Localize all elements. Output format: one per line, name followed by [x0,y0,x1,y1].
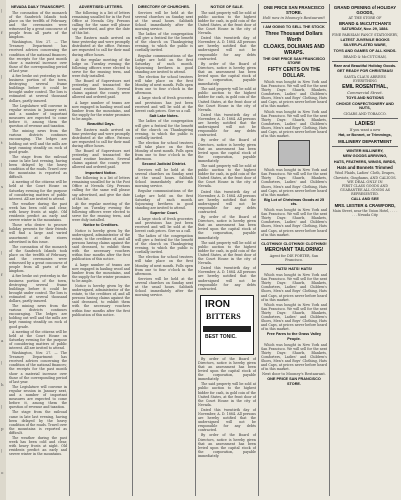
ad-line: SANTA CLAUS ARRIVES EVERYTHING [344,74,386,83]
ad-line: CLOTHING! CLOTHING! CLOTHING! [261,241,327,246]
bitters-black-band [203,326,251,332]
ad-body: Which was bought in New York and San Francisco. We will sell for the next Thirty Days: Shawls, Blankets, Comforters, Ladies' and Children's Shoes, Men's and Boys' Clothing, Hats and Caps, at prices never before heard of in this market. [261,302,327,332]
divider [332,146,398,147]
margin-letter: | [1,162,3,167]
article-paragraph: The Legislature will convene in regular session in January next, and a number of important measures are expected to come before it, among them the question of revenue and taxation. [9,103,67,129]
divider [261,22,327,23]
article-paragraph: Those who desire to procure holiday presents for their friends will find a large and varied assortment at the stores advertised in this issue. [9,223,67,244]
article-paragraph: Dated this twentieth day of November, A. D. 1884. All persons are hereby notified that the undersigned will not be responsible for any debts contracted. [198,112,256,138]
article-paragraph: The Eastern mails arrived on time yesterday and were promptly distributed at the office. Patrons are requested to call for their mail during office hours. [72,127,130,148]
divider [332,61,398,62]
article-paragraph: The following is a list of letters remaining uncalled for in the Post Office at Nevada City. Persons calling for the same will please say advertised, and give the date of this list. [72,176,130,201]
subheading: Notice to Creditors. [83,223,119,228]
ad-line: SILVER-PLATED WARE, [343,43,387,48]
ad-line: WE DEAL ONLY IN [347,179,383,184]
iron-bitters-advertisement [200,295,254,355]
ad-body: Which was bought in New York and San Francisco. We will sell for the next Thirty Days: Shawls, Blankets, Comforters, Ladies' and Children's Shoes, Men's and Boys' Clothing, Hats and Caps, at prices never before heard of in this market. [261,168,327,197]
ad-line: BRAND & McCUTCHAN'S [338,21,392,27]
subheading: Second Judicial District. [141,162,187,167]
article-paragraph: Washington, Nov. 27. — The Treasury Department has received advices concerning the condition of the national finances; the receipts for the past month show a material increase over those of the corresponding period of last year. [9,40,67,73]
divider [261,264,327,265]
subheading: Superior Court. [150,210,178,215]
article-paragraph: By order of the Board of Directors, notice is hereby given that an assessment has been levied upon the capital stock of the corporation, payable immediately. [198,215,256,240]
store-subtitle: Holt now in Mooney's Restaurant! [262,16,326,20]
article-paragraph: The ladies of the congregation will give a festival for the benefit of the church on Thanksgiving evening, to which the public is cordially invited. [135,233,193,255]
article-paragraph: A fire broke out yesterday in the business portion of the town, destroying several frame buildings before it could be brought under control. The loss is estimated at several thousand dollars, partly insured. [9,274,67,303]
article-paragraph: A large number of teams are now engaged in hauling wood and lumber from the mountains, and the supply for the winter promises to be ample. [72,262,130,283]
ad-line: HATS! HATS! HATS! [275,267,313,272]
ad-line: Next door to Mooney's Restaurant. [262,372,326,377]
store-illustration [278,140,310,166]
ad-line: MRS. LESTER & CRAWFORD, [334,202,396,208]
subheading: Important Notice. [85,170,117,175]
article-paragraph: By order of the Board of Directors, notice is hereby given that an assessment has been levied upon the capital stock of the corporation, payable immediately. [198,61,256,87]
ad-line: CLOAKS, DOLMANS AND WRAPS. [263,43,325,56]
margin-letter: p [1,426,4,431]
article-paragraph: Dated this twentieth day of November, A. D. 1884. All persons are hereby notified that the undersigned will not be responsible for any debts contracted. [198,407,256,433]
subheading: Salt Lake Notes. [149,113,179,118]
ad-line: MILLINERY DEPARTMENT [338,138,392,144]
margin-letter: e [1,96,4,101]
margin-letter: s [1,184,4,189]
article-paragraph: A meeting of the citizens will be held at the Court House on Saturday evening for the purpose of considering matters of public interest. All are invited to attend. [9,329,67,350]
article-paragraph: Dated this twentieth day of November, A. D. 1884. All persons are hereby notified that the undersigned will not be responsible for any debts contracted. [198,36,256,61]
margin-letter: t [1,294,3,299]
ad-line: LADIES! [355,121,375,127]
bitters-word-iron: IRON [205,298,230,310]
ad-line: FINE PARISIAN FANCY STATIONERY, [332,32,398,37]
ad-line: Three Thousand Dollars Worth [265,30,323,43]
column-3-heading: DIRECTORY OF CHURCHES. [137,5,191,9]
article-paragraph: The ladies of the congregation will give a festival for the benefit of the church on Thanksgiving evening, to which the public is cordially invited. [135,119,193,140]
ad-line: ONE PRICE SAN FRANCISCO STORE. [267,377,321,386]
column-5-store-advertisement [261,4,327,496]
margin-letter: | [1,74,3,79]
ad-line: NEW GOODS ARRIVING, [342,154,388,159]
margin-letter: h [1,382,4,387]
margin-letter: f [1,272,3,277]
article-paragraph: The said property will be sold at public auction to the highest bidder for cash, in gold coin of the United States, at the front door of the Court House in the city of Nevada. [198,382,256,407]
article-paragraph: The election for school trustees will take place on the first Monday of next month. Polls open from one to four o'clock in the afternoon. [135,75,193,96]
ad-line: Hat, or Bonnet, or Trimmings, [338,133,392,138]
margin-letter: o [1,470,4,475]
article-paragraph: By order of the Board of Directors, notice is hereby given that an assessment has been levied upon the capital stock of the corporation, payable immediately. [198,356,256,382]
article-paragraph: At the regular meeting of the lodge on Tuesday evening the following officers were elected to serve for the ensuing term, and were duly installed. [72,57,130,78]
ad-line: THE ONE PRICE SAN FRANCISCO STORE [262,56,326,66]
ad-line: FIRST CLASS GOODS AND GUARANTEE ALL GOODS AS REPRESENTED. [340,183,390,196]
ad-line: Agent for DIE PORTER, San Francisco. [269,254,319,263]
article-paragraph: At the regular meeting of the lodge on Tuesday evening the following officers were elected to serve for the ensuing term, and were duly installed. [72,201,130,223]
ad-body: Which was bought in New York and San Francisco. We will sell for the next Thirty Days: Shawls, Blankets, Comforters, Ladies' and Children's Shoes, Men's and Boys' Clothing, Hats and Caps, at prices never before heard of in this market. [261,273,327,302]
article-paragraph: Dated this twentieth day of November, A. D. 1884. All persons are hereby notified that the undersigned will not be responsible for any debts contracted. [198,266,256,291]
article-paragraph: The coronation of the monarch of the Sandwich Islands took place on the twelfth of February, and the ceremonies were witnessed by a great concourse of people from all parts of the kingdom. [9,10,67,40]
margin-letter: | [1,316,3,321]
article-paragraph: Washington, Nov. 27. — The Treasury Department has received advices concerning the condition of the national finances; the receipts for the past month show a material increase over those of the corresponding period of last year. [9,351,67,384]
column-1-heading: NEVADA DAILY TRANSCRIPT. [11,5,65,9]
ad-line: FIFTY CENTS ON THE DOLLAR. [267,66,321,79]
ad-line: LATEST JUVENILE BOOKS [340,37,390,42]
bitters-word-bitters: BITTERS [206,311,241,321]
ad-line: CALL AND SEE [351,197,379,202]
article-paragraph: The said property will be sold at public auction to the highest bidder for cash, in gold coin of the United States, at the front door of the Court House in the city of Nevada. [198,10,256,36]
article-paragraph: The Eastern mails arrived on time yesterday and were promptly distributed at the office. Patrons are requested to call for their mail during office hours. [72,36,130,57]
article-paragraph: Services will be held at the several churches on Sunday next at the usual hours. Sabbath School immediately after the morning service. [135,276,193,298]
article-paragraph: A meeting of the citizens will be held at the Court House on Saturday evening for the purpose of considering matters of public interest. All are invited to attend. [9,180,67,201]
margin-letter: d [1,228,4,233]
ad-line: Commercial Street. [347,91,383,96]
article-paragraph: Services will be held at the several churches on Sunday next at the usual hours. Sabbath School immediately after the morning service. [135,167,193,189]
column-2 [72,4,130,496]
article-paragraph: The Board of Supervisors met yesterday and transacted the usual routine business. Several claims against the county were allowed and ordered paid. [72,149,130,170]
margin-letter: | [1,404,3,409]
article-paragraph: Regular communications of the Lodge are held on the first Saturday of each month. Sojourning brethren in good standing are invited to attend. [135,189,193,210]
ad-line: HATS, FEATHERS, WINGS, BIRDS, [333,159,397,164]
article-paragraph: The coronation of the monarch of the Sandwich Islands took place on the twelfth of February, and the ceremonies were witnessed by a great concourse of people from all parts of the kingdom. [9,244,67,274]
ad-body: Which was bought in New York and San Francisco. We will sell for the next Thirty Days: Shawls, Blankets, Comforters, Ladies' and Children's Shoes, Men's and Boys' Clothing, Hats and Caps, at prices never before heard of in this market. [261,342,327,372]
article-paragraph: The said property will be sold at public auction to the highest bidder for cash, in gold coin of the United States, at the front door of the Court House in the city of Nevada. [198,163,256,189]
divider [332,118,398,119]
article-paragraph: The election for school trustees will take place on the first Monday of next month. Polls open from one to four o'clock in the afternoon. [135,255,193,276]
ad-line: I AM GOING TO SELL THE STOCK [263,25,325,30]
ad-line: WINTER MILLINERY, [346,148,384,153]
column-rule [132,4,133,496]
article-paragraph: The ladies of the congregation will give a festival for the benefit of the church on Thanksgiving evening, to which the public is cordially invited. [135,32,193,53]
margin-letter: | [1,118,3,123]
column-rule [329,4,330,496]
column-rule [195,4,196,496]
article-paragraph: The stage from the railroad came in late last evening, having been delayed by the heavy condition of the roads. Travel over the mountains is reported as difficult. [9,410,67,435]
ad-line: Hats and Bonnets Trimmed [337,165,393,171]
divider [261,239,327,240]
article-paragraph: The stage from the railroad came in late last evening, having been delayed by the heavy condition of the roads. Travel over the mountains is reported as difficult. [9,154,67,180]
store-title: ONE PRICE SAN FRANCISCO STORE. [263,5,325,15]
article-paragraph: Regular communications of the Lodge are held on the first Saturday of each month. Sojourning brethren in good standing are invited to attend. [135,53,193,74]
article-paragraph: The said property will be sold at public auction to the highest bidder for cash, in gold coin of the United States, at the front door of the Court House in the city of Nevada. [198,240,256,266]
ad-line: AT THE STORE OF [348,16,382,20]
article-paragraph: A large stock of fresh groceries and provisions has just been received and will be sold at the lowest cash prices. Give us a call. [135,216,193,233]
ad-line: CHOICE CONFECTIONERY AND NUTS, [336,101,394,111]
margin-letter: | [1,448,3,453]
article-paragraph: The following is a list of letters remaining uncalled for in the Post Office at Nevada City. Persons calling for the same will please say advertised, and give the date of this list. [72,10,130,36]
ad-line: Rare and Beautiful Holiday Goods. [333,63,397,68]
margin-letter: | [1,8,3,13]
ad-line: GET READY FOR CHRISTMAS! [336,69,394,74]
column-1 [9,4,67,496]
article-paragraph: A large number of teams are now engaged in hauling wood and lumber from the mountains, and the supply for the winter promises to be ample. [72,100,130,121]
ad-body: Which was bought in New York and San Francisco. We will sell for the next Thirty Days: Shawls, Blankets, Comforters, Ladies' and Children's Shoes, Men's and Boys' Clothing, Hats and Caps, at prices never before heard of in this market. [261,208,327,237]
ad-line: EMIL ROSENTHAL, [342,84,388,91]
ad-line: Wool Plaids, Ladies' Cloth, Drapes, Cheviots, Ginghams, AND CALICOS. [333,171,397,180]
ad-line: Big Lot of Christmas Goods at 25 cts. [263,197,325,207]
ad-line: GRAND OPENING of HOLIDAY GOODS, [333,5,397,15]
margin-letter: o [1,206,4,211]
margin-letter: f [1,30,3,35]
ad-line: TOYS AND NOTIONS [346,96,384,101]
ad-line: Free Fares to the Grass Valley People. [266,332,322,341]
article-paragraph: The weather during the past week has been cold and clear, with heavy frosts at night. Old residents predict an early and severe winter in the mountains. [9,435,67,457]
article-paragraph: The election for school trustees will take place on the first Monday of next month. Polls open from one to four o'clock in the afternoon. [135,140,193,162]
subheading: Beautiful Days. [87,122,115,127]
article-paragraph: Notice is hereby given by the undersigned, administrator of the estate, to the creditors of, and all persons having claims against the said deceased, to exhibit them with the necessary vouchers within four months after the first publication of this notice. [72,284,130,317]
article-paragraph: The Legislature will convene in regular session in January next, and a number of important measures are expected to come before it, among them the question of revenue and taxation. [9,384,67,410]
article-paragraph: Services will be held at the several churches on Sunday next at the usual hours. Sabbath School immediately after the morning service. [135,10,193,31]
article-paragraph: By order of the Board of Directors, notice is hereby given that an assessment has been levied upon the capital stock of the corporation, payable immediately. [198,138,256,163]
column-4 [198,4,256,496]
article-paragraph: The weather during the past week has been cold and clear, with heavy frosts at night. Old residents predict an early and severe winter in the mountains. [9,201,67,223]
ad-line: CIGARS AND TOBACCO. [343,111,387,116]
article-paragraph: A large stock of fresh groceries and provisions has just been received and will be sold at the lowest cash prices. Give us a call. [135,96,193,113]
ad-line: Main Street, near the Union Hotel, . . . . . . . Nevada City. [332,208,398,217]
article-paragraph: The said property will be sold at public auction to the highest bidder for cash, in gold coin of the United States, at the front door of the Court House in the city of Nevada. [198,87,256,112]
margin-letter: a [1,338,4,343]
column-rule [258,4,259,496]
article-paragraph: Dated this twentieth day of November, A. D. 1884. All persons are hereby notified that the undersigned will not be responsible for any debts contracted. [198,189,256,214]
left-margin-strip [0,0,6,500]
margin-letter: | [1,360,3,365]
ad-body: Which was bought in New York and San Francisco. We will sell for the next Thirty Days: Shawls, Blankets, Comforters, Ladies' and Children's Shoes, Men's and Boys' Clothing, Hats and Caps, at prices never before heard of in this market. [261,79,327,109]
article-paragraph: The mining news from the various districts continues encouraging. The ledges are holding out well and the mills are kept running steadily on rock of good grade. [9,304,67,329]
column-4-heading: NOTICE OF SALE. [210,5,244,9]
bitters-tagline: BEST TONIC. [205,333,237,340]
ad-body: Which was bought in New York and San Francisco. We will sell for the next Thirty Days: Shawls, Blankets, Comforters, Ladies' and Children's Shoes, Men's and Boys' Clothing, Hats and Caps, at prices never before heard of in this market. [261,109,327,139]
margin-letter: | [1,250,3,255]
ad-line: SATURDAY, Nov. 29, 1884. [341,27,389,32]
margin-letter: t [1,52,3,57]
article-paragraph: The Board of Supervisors met yesterday and transacted the usual routine business. Several claims against the county were allowed and ordered paid. [72,79,130,100]
margin-letter: t [1,140,3,145]
column-6-advertisements [332,4,398,496]
article-paragraph: A fire broke out yesterday in the business portion of the town, destroying several frame buildings before it could be brought under control. The loss is estimated at several thousand dollars, partly insured. [9,74,67,103]
column-2-heading: ADVERTISED LETTERS. [79,5,123,9]
column-3 [135,4,193,496]
ad-line: If you want a new [349,128,381,132]
article-paragraph: The mining news from the various districts continues encouraging. The ledges are holding out well and the mills are kept running steadily on rock of good grade. [9,129,67,154]
ad-line: MERCHANT TAILORING! [264,247,324,254]
ad-line: TOYS AND GAMES OF ALL KINDS. [333,48,397,53]
column-rule [69,4,70,496]
ad-line: BRAND & McCUTCHAN, [343,54,387,59]
article-paragraph: Notice is hereby given by the undersigned, administrator of the estate, to the creditors of, and all persons having claims against the said deceased, to exhibit them with the necessary vouchers within four months after the first publication of this notice. [72,228,130,262]
article-paragraph: By order of the Board of Directors, notice is hereby given that an assessment has been levied upon the capital stock of the corporation, payable immediately. [198,433,256,458]
